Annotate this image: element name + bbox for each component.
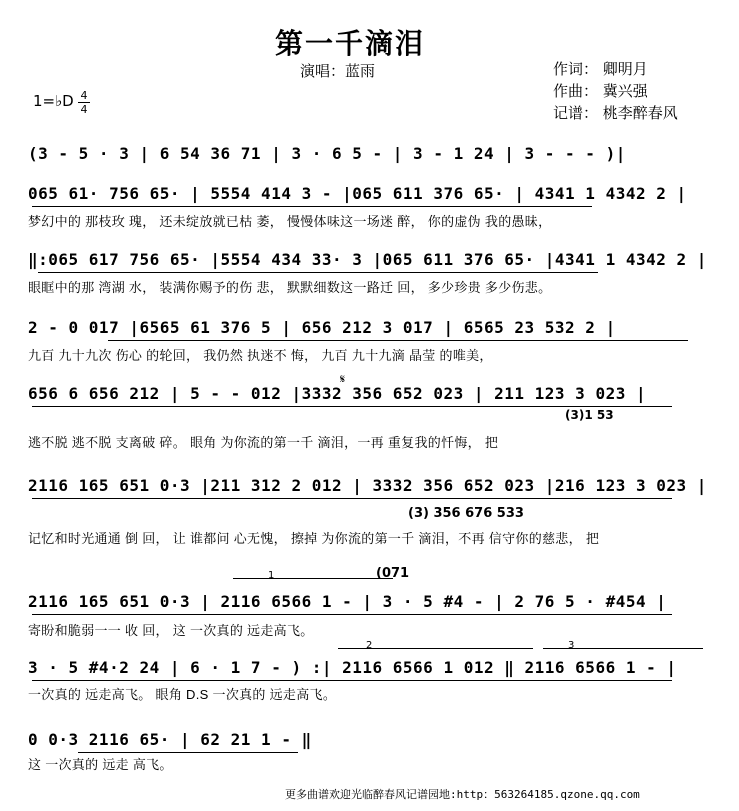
- notation-line: 2 - 0 017 |6565 61 376 5 | 656 212 3 017 | 6565 23 532 2 |: [28, 318, 616, 337]
- song-title: 第一千滴泪: [274, 27, 425, 60]
- volta-bracket: [543, 648, 703, 649]
- notation-line: 656 6 656 212 | 5 - - 012 |3332 356 652 023 | 211 123 3 023 |: [28, 384, 647, 403]
- notation-line: 2116 165 651 0·3 | 2116 6566 1 - | 3 · 5 #4 - | 2 76 5 · #454 |: [28, 592, 667, 611]
- score-row: [28, 312, 708, 368]
- notation-line: (3 - 5 · 3 | 6 54 36 71 | 3 · 6 5 - | 3 - 1 24 | 3 - - - )|: [28, 144, 626, 163]
- singer-label: 演唱：蓝雨: [300, 62, 376, 80]
- triplet-annotation: (3)1 53: [565, 408, 614, 422]
- lyric-line: 九百 九十九次 伤心 的轮回， 我仍然 执迷不 悔， 九百 九十九滴 晶莹 的唯美，: [28, 348, 493, 363]
- score-row: [28, 178, 708, 234]
- underline-beam: [32, 614, 672, 615]
- time-signature: [78, 90, 90, 115]
- underline-beam: [32, 680, 672, 681]
- composer-credit: 作曲： 冀兴强: [553, 82, 648, 100]
- score-row: [28, 716, 708, 772]
- lyric-line: 记忆和时光通通 倒 回， 让 谁都问 心无愧， 擦掉 为你流的第一千 滴泪，不再 信守你的慈悲， 把: [28, 531, 600, 546]
- score-row: [28, 470, 708, 550]
- time-sig-top: 4: [80, 89, 88, 102]
- volta-number: 2: [366, 640, 373, 651]
- score-row: [28, 244, 708, 300]
- notation-line: 3 · 5 #4·2 24 | 6 · 1 7 - ) :| 2116 6566 1 012 ‖ 2116 6566 1 - |: [28, 658, 677, 677]
- key-signature: 1=♭D: [33, 92, 74, 110]
- underline-beam: [32, 406, 672, 407]
- segno-sign: 𝄋: [340, 372, 346, 386]
- underline-beam: [78, 752, 298, 753]
- lyricist-credit: 作词： 卿明月: [553, 60, 648, 78]
- notation-line: ‖:065 617 756 65· |5554 434 33· 3 |065 611 376 65· |4341 1 4342 2 |: [28, 250, 707, 269]
- score-row: [28, 372, 708, 450]
- score-row: [28, 566, 708, 636]
- lyric-line: 逃不脱 逃不脱 支离破 碎。 眼角 为你流的第一千 滴泪，一再 重复我的忏悔， 把: [28, 435, 499, 450]
- score-row: [28, 140, 708, 170]
- underline-beam: [32, 206, 592, 207]
- lyric-line: 寄盼和脆弱一一 收 回， 这 一次真的 远走高飞。: [28, 623, 314, 638]
- volta-number: 1: [268, 570, 275, 581]
- triplet-annotation: (3) 356 676 533: [408, 506, 524, 521]
- underline-beam: [108, 340, 688, 341]
- lyric-line: 一次真的 远走高飞。 眼角 D.S 一次真的 远走高飞。: [28, 687, 337, 702]
- volta-bracket: [233, 578, 393, 579]
- footer-credit: 更多曲谱欢迎光临醉春风记谱园地:http：563264185.qzone.qq.com: [285, 788, 640, 801]
- lyric-line: 这 一次真的 远走 高飞。: [28, 757, 173, 772]
- score-row: [28, 640, 708, 704]
- time-sig-bottom: 4: [80, 103, 88, 116]
- underline-beam: [38, 272, 598, 273]
- underline-beam: [32, 498, 672, 499]
- notation-line: 065 61· 756 65· | 5554 414 3 - |065 611 376 65· | 4341 1 4342 2 |: [28, 184, 687, 203]
- transcriber-credit: 记谱： 桃李醉春风: [553, 104, 678, 122]
- lyric-line: 眼眶中的那 湾湖 水， 装满你赐予的伤 悲， 默默细数这一路迁 回， 多少珍贵 多少伤悲。: [28, 280, 552, 295]
- paren-note: (071: [376, 566, 410, 581]
- volta-number: 3: [568, 640, 575, 651]
- lyric-line: 梦幻中的 那枝玫 瑰， 还未绽放就已枯 萎， 慢慢体味这一场迷 醉， 你的虚伪 我的愚昧，: [28, 214, 552, 229]
- notation-line: 0 0·3 2116 65· | 62 21 1 - ‖: [28, 730, 312, 749]
- notation-line: 2116 165 651 0·3 |211 312 2 012 | 3332 356 652 023 |216 123 3 023 |: [28, 476, 707, 495]
